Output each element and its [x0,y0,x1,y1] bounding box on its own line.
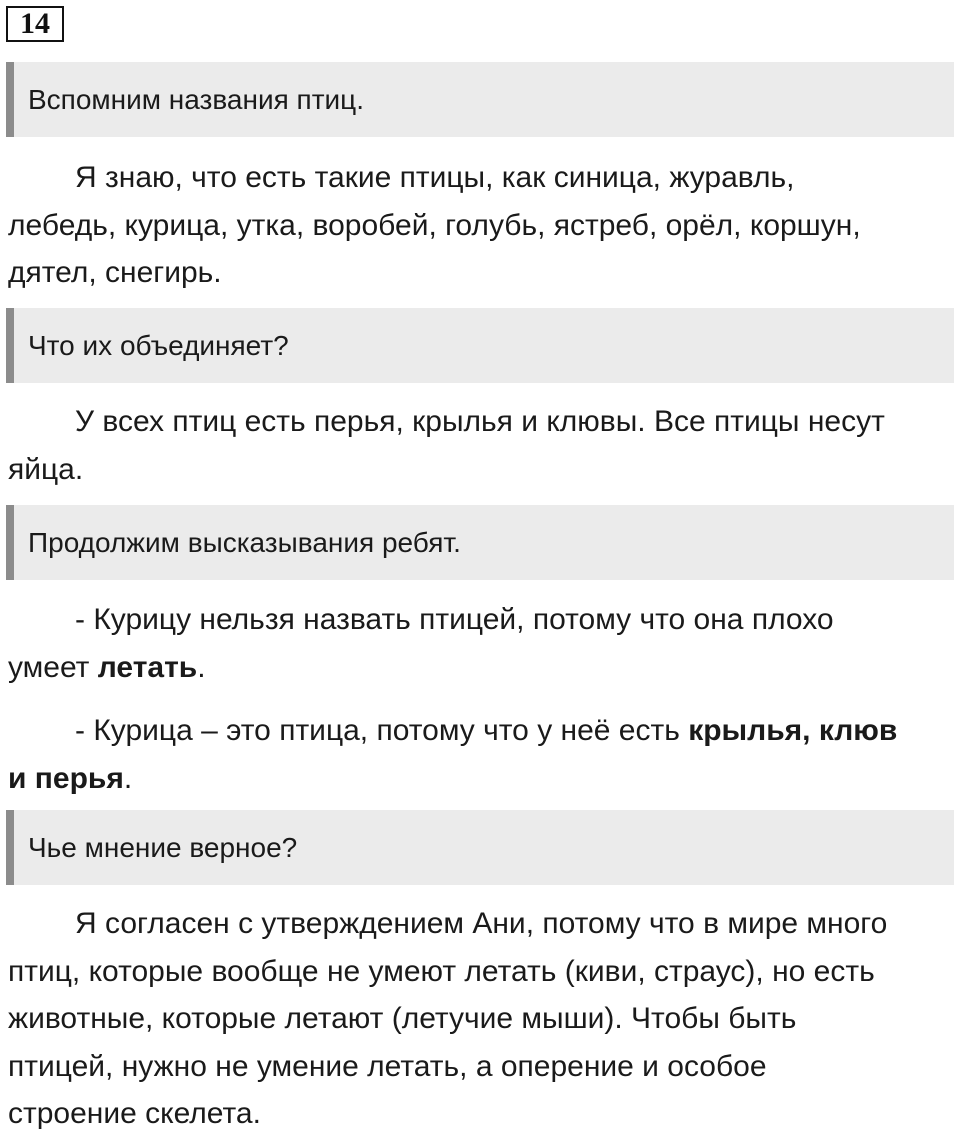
answer-3b-line-2-post: . [123,761,133,795]
answer-1-line-2: лебедь, курица, утка, воробей, голубь, ястреб, орёл, коршун, [8,208,861,242]
answer-3a-line-2-post: . [197,650,206,684]
answer-4-line-3: животные, которые летают (летучие мыши). Чтобы быть [8,1002,797,1035]
answer-3a-line-2 [8,644,952,692]
answer-3b-line-1-pre: - Курица – это птица, потому что у неё есть [75,714,689,747]
question-3: Продолжим высказывания ребят. [6,505,954,580]
answer-1-line-1: Я знаю, что есть такие птицы, как синица, журавль, [75,161,795,194]
answer-4-line-4: птицей, нужно не умение летать, а оперение и особое [8,1049,767,1083]
answer-3b-line-1 [8,707,952,755]
answer-3b-line-2 [8,755,952,803]
answer-3a [8,596,952,691]
answer-3a-bold-word: летать [97,650,198,684]
question-1: Вспомним названия птиц. [6,62,954,137]
task-number: 14 [6,6,64,42]
answer-3a-line-2-pre: умеет [8,650,98,684]
question-4: Чье мнение верное? [6,810,954,885]
answer-2-line-2: яйца. [8,452,84,486]
answer-2-line-1: У всех птиц есть перья, крылья и клювы. Все птицы несут [75,405,885,438]
answer-4-line-1: Я согласен с утверждением Ани, потому что в мире много [75,907,888,940]
answer-3a-line-1: - Курицу нельзя назвать птицей, потому что она плохо [75,603,834,636]
answer-4-line-5: строение скелета. [8,1097,261,1130]
answer-3b-bold-line-1: крылья, клюв [688,714,898,747]
answer-2 [8,398,952,493]
answer-3b [8,707,952,802]
answer-1 [8,154,952,297]
question-2: Что их объединяет? [6,308,954,383]
answer-4 [8,900,952,1138]
answer-3b-bold-line-2: и перья [8,761,124,795]
answer-1-line-3: дятел, снегирь. [8,256,222,289]
answer-4-line-2: птиц, которые вообще не умеют летать (киви, страус), но есть [8,954,875,988]
